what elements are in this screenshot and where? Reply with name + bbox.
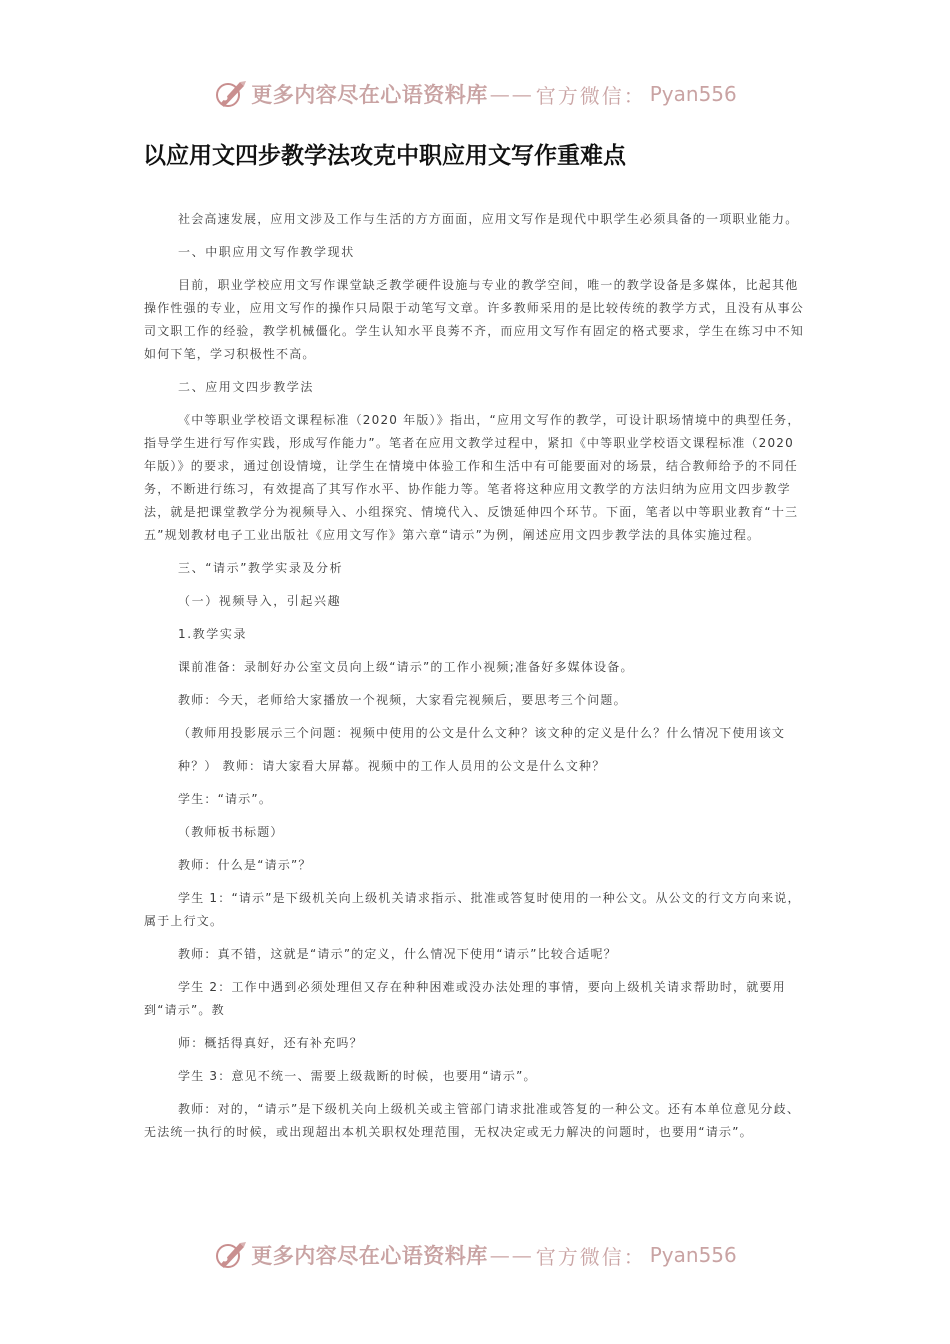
article-title: 以应用文四步教学法攻克中职应用文写作重难点 <box>143 143 626 169</box>
banner-wechat-id: Pyan556 <box>649 1243 737 1267</box>
banner-wechat-label: 官方微信： <box>535 1244 646 1269</box>
dialogue-line: 教师：什么是“请示”？ <box>178 858 312 872</box>
banner-text: 更多内容尽在心语资料库 <box>251 1243 488 1268</box>
article-body <box>144 208 808 1154</box>
pen-logo-icon <box>213 1238 247 1272</box>
banner-separator: —— <box>489 1243 534 1267</box>
footer-watermark-banner <box>0 1235 950 1275</box>
header-watermark-banner <box>0 74 950 114</box>
subsection-heading: （一）视频导入，引起兴趣 <box>178 594 342 608</box>
dialogue-line: （教师板书标题） <box>178 825 284 839</box>
dialogue-line: 学生 2：工作中遇到必须处理但又存在种种困难或没办法处理的事情，要向上级机关请求帮助时，就要用到“请示”。教 <box>144 980 786 1017</box>
dialogue-line: 学生：“请示”。 <box>178 792 273 806</box>
dialogue-line: 学生 1：“请示”是下级机关向上级机关请求指示、批准或答复时使用的一种公文。从公文的行文方向来说，属于上行文。 <box>144 891 801 928</box>
banner-wechat-id: Pyan556 <box>649 82 737 106</box>
banner-text: 更多内容尽在心语资料库 <box>251 82 488 107</box>
paragraph-intro: 社会高速发展，应用文涉及工作与生活的方方面面，应用文写作是现代中职学生必须具备的一项职业能力。 <box>178 212 799 226</box>
dialogue-line: 学生 3：意见不统一、需要上级裁断的时候，也要用“请示”。 <box>178 1069 537 1083</box>
banner-wechat-label: 官方微信： <box>535 83 646 108</box>
paragraph: 课前准备：录制好办公室文员向上级“请示”的工作小视频;准备好多媒体设备。 <box>178 660 634 674</box>
subsection-heading: 1.教学实录 <box>178 627 248 641</box>
banner-separator: —— <box>489 82 534 106</box>
section-heading-3: 三、“请示”教学实录及分析 <box>178 561 344 575</box>
dialogue-line: 教师：对的，“请示”是下级机关向上级机关或主管部门请求批准或答复的一种公文。还有本单位意见分歧、无法统一执行的时候，或出现超出本机关职权处理范围，无权决定或无力解决的问题时，也要用“请示”。 <box>144 1102 801 1139</box>
paragraph: 目前，职业学校应用文写作课堂缺乏教学硬件设施与专业的教学空间，唯一的教学设备是多媒体，比起其他操作性强的专业，应用文写作的操作只局限于动笔写文章。许多教师采用的是比较传统的教学方式，且没有从事公司文职工作的经验，教学机械僵化。学生认知水平良莠不齐，而应用文写作有固定的格式要求，学生在练习中不知如何下笔，学习积极性不高。 <box>144 278 805 361</box>
section-heading-1: 一、中职应用文写作教学现状 <box>178 245 355 259</box>
section-heading-2: 二、应用文四步教学法 <box>178 380 315 394</box>
paragraph: 《中等职业学校语文课程标准（2020 年版）》指出，“应用文写作的教学，可设计职场情境中的典型任务，指导学生进行写作实践，形成写作能力”。笔者在应用文教学过程中，紧扣《中等职业学校语文课程标准（2020 年版）》的要求，通过创设情境，让学生在情境中体验工作和生活中有可能要面对的场景，结合教师给予的不同任务，不断进行练习，有效提高了其写作水平、协作能力等。笔者将这种应用文教学的方法归纳为应用文四步教学法，就是把课堂教学分为视频导入、小组探究、情境代入、反馈延伸四个环节。下面，笔者以中等职业教育“十三五”规划教材电子工业出版社《应用文写作》第六章“请示”为例，阐述应用文四步教学法的具体实施过程。 <box>144 413 801 542</box>
dialogue-line: （教师用投影展示三个问题：视频中使用的公文是什么文种？该文种的定义是什么？什么情况下使用该文 <box>178 726 786 740</box>
dialogue-line: 师：概括得真好，还有补充吗？ <box>178 1036 363 1050</box>
pen-logo-icon <box>213 77 247 111</box>
dialogue-line: 种？） 教师：请大家看大屏幕。视频中的工作人员用的公文是什么文种？ <box>178 759 606 773</box>
dialogue-line: 教师：真不错，这就是“请示”的定义，什么情况下使用“请示”比较合适呢？ <box>178 947 617 961</box>
dialogue-line: 教师：今天，老师给大家播放一个视频，大家看完视频后，要思考三个问题。 <box>178 693 627 707</box>
